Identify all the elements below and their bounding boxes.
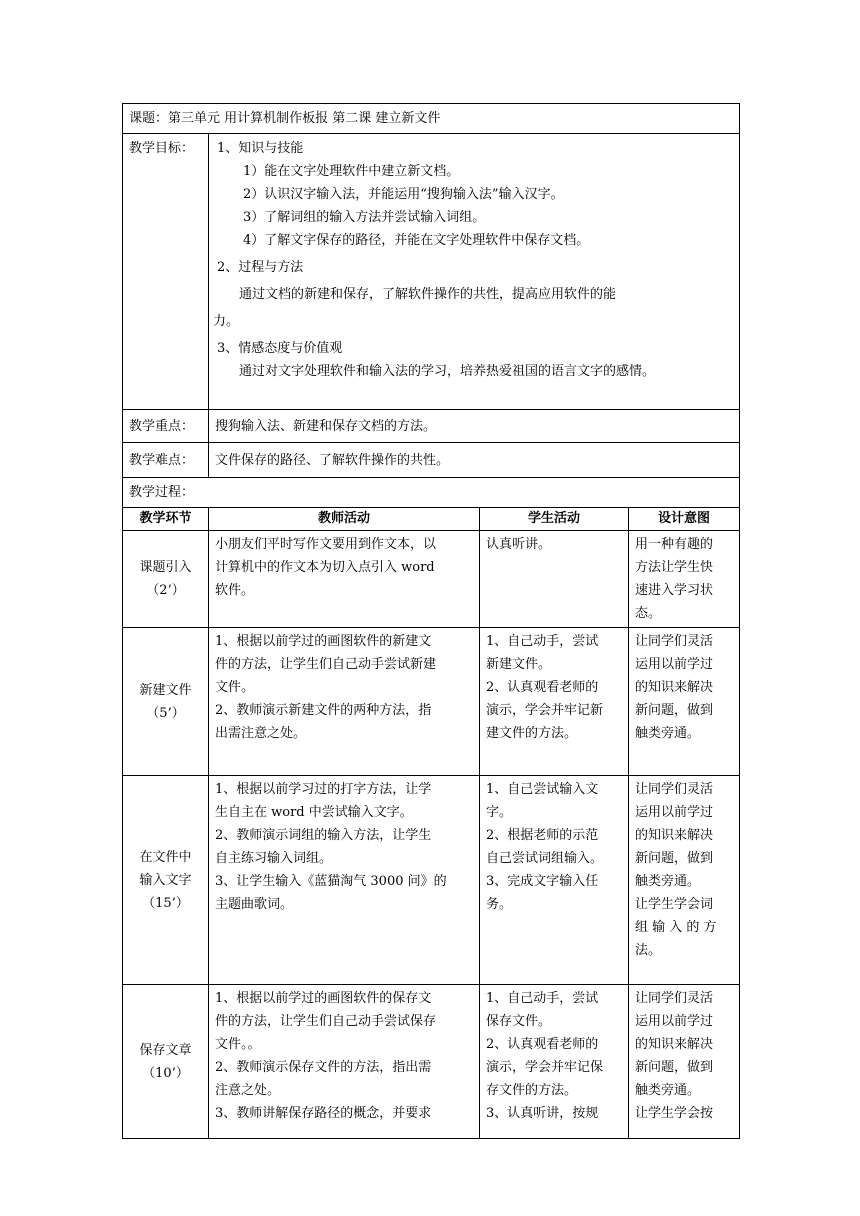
student-line: 1、自己动手，尝试 bbox=[486, 634, 599, 649]
objectives-label: 教学目标： bbox=[123, 134, 209, 410]
teacher-line: 2、教师演示词组的输入方法，让学生 bbox=[215, 828, 432, 843]
teacher-line: 件的方法，让学生们自己动手尝试新建 bbox=[215, 657, 437, 672]
student-line: 2、根据老师的示范 bbox=[486, 828, 599, 843]
intent-cell bbox=[629, 985, 740, 1139]
teacher-line: 自主练习输入词组。 bbox=[215, 851, 333, 866]
teacher-line: 主题曲歌词。 bbox=[215, 897, 294, 912]
difficulties-value: 文件保存的路径、了解软件操作的共性。 bbox=[209, 443, 740, 478]
objective-text: 通过对文字处理软件和输入法的学习，培养热爱祖国的语言文字的感情。 bbox=[239, 364, 656, 379]
teacher-line: 1、根据以前学过的画图软件的保存文 bbox=[215, 991, 432, 1006]
student-line: 存文件的方法。 bbox=[486, 1083, 578, 1098]
stage-line: 课题引入 bbox=[139, 560, 192, 575]
intent-cell bbox=[629, 628, 740, 776]
stage-line: 在文件中 bbox=[139, 849, 192, 865]
objective-item: 2）认识汉字输入法，并能运用“搜狗输入法”输入汉字。 bbox=[243, 187, 564, 202]
key-points-value: 搜狗输入法、新建和保存文档的方法。 bbox=[209, 410, 740, 443]
intent-line: 让同学们灵活 bbox=[635, 634, 714, 649]
intent-cell bbox=[629, 776, 740, 985]
student-line: 演示，学会并牢记新 bbox=[486, 703, 604, 718]
objective-text: 力。 bbox=[213, 314, 240, 329]
table-row bbox=[123, 531, 740, 628]
student-line: 字。 bbox=[486, 805, 513, 820]
teacher-line: 1、根据以前学过的画图软件的新建文 bbox=[215, 634, 432, 649]
intent-line: 新问题，做到 bbox=[635, 851, 714, 866]
intent-line: 触类旁通。 bbox=[635, 874, 701, 889]
student-line: 3、认真听讲，按规 bbox=[486, 1106, 599, 1121]
objective-item: 1）能在文字处理软件中建立新文档。 bbox=[243, 164, 460, 179]
teacher-line: 文件。。 bbox=[215, 1037, 261, 1052]
student-line: 2、认真观看老师的 bbox=[486, 1037, 599, 1052]
stage-cell bbox=[123, 985, 209, 1139]
student-line: 建文件的方法。 bbox=[486, 726, 578, 741]
header-student: 学生活动 bbox=[480, 508, 629, 531]
teacher-line: 计算机中的作文本为切入点引入 word bbox=[215, 560, 435, 575]
intent-line: 运用以前学过 bbox=[635, 1014, 714, 1029]
student-cell bbox=[480, 985, 629, 1139]
objective-text: 通过文档的新建和保存，了解软件操作的共性，提高应用软件的能 bbox=[239, 287, 617, 302]
student-line: 认真听讲。 bbox=[486, 537, 552, 552]
stage-cell bbox=[123, 628, 209, 776]
objective-item: 4）了解文字保存的路径，并能在文字处理软件中保存文档。 bbox=[243, 233, 590, 248]
student-line: 2、认真观看老师的 bbox=[486, 680, 599, 695]
intent-line: 的知识来解决 bbox=[635, 1037, 714, 1052]
intent-line: 触类旁通。 bbox=[635, 1083, 701, 1098]
process-label: 教学过程： bbox=[123, 478, 740, 508]
objective-section-title: 3、情感态度与价值观 bbox=[217, 341, 343, 356]
intent-line: 运用以前学过 bbox=[635, 657, 714, 672]
intent-line: 新问题，做到 bbox=[635, 703, 714, 718]
teacher-cell bbox=[209, 531, 480, 628]
intent-line: 态。 bbox=[635, 606, 662, 621]
teacher-cell bbox=[209, 985, 480, 1139]
stage-line: （10’） bbox=[142, 1065, 189, 1081]
teacher-line: 3、教师讲解保存路径的概念，并要求 bbox=[215, 1106, 432, 1121]
key-points-label: 教学重点： bbox=[123, 410, 209, 443]
teacher-line: 小朋友们平时写作文要用到作文本，以 bbox=[215, 537, 437, 552]
student-cell bbox=[480, 776, 629, 985]
intent-line: 让学生学会词 bbox=[635, 897, 714, 912]
difficulties-label: 教学难点： bbox=[123, 443, 209, 478]
student-line: 1、自己动手，尝试 bbox=[486, 991, 599, 1006]
stage-cell bbox=[123, 531, 209, 628]
intent-line: 方法让学生快 bbox=[635, 560, 714, 575]
intent-line: 用一种有趣的 bbox=[635, 537, 714, 552]
intent-line: 的知识来解决 bbox=[635, 680, 714, 695]
student-cell bbox=[480, 628, 629, 776]
intent-line: 运用以前学过 bbox=[635, 805, 714, 820]
header-stage: 教学环节 bbox=[123, 508, 209, 531]
intent-line: 新问题，做到 bbox=[635, 1060, 714, 1075]
teacher-line: 1、根据以前学习过的打字方法，让学 bbox=[215, 782, 432, 797]
lesson-title: 课题：第三单元 用计算机制作板报 第二课 建立新文件 bbox=[123, 104, 740, 134]
teacher-line: 出需注意之处。 bbox=[215, 726, 307, 741]
lesson-plan bbox=[122, 103, 739, 1139]
stage-line: 输入文字 bbox=[139, 872, 192, 888]
intent-line: 法。 bbox=[635, 943, 662, 958]
stage-line: （2’） bbox=[146, 583, 185, 598]
stage-line: 新建文件 bbox=[139, 682, 192, 698]
teacher-line: 2、教师演示新建文件的两种方法，指 bbox=[215, 703, 432, 718]
teacher-line: 2、教师演示保存文件的方法，指出需 bbox=[215, 1060, 432, 1075]
student-line: 自己尝试词组输入。 bbox=[486, 851, 604, 866]
stage-cell bbox=[123, 776, 209, 985]
intent-line: 的知识来解决 bbox=[635, 828, 714, 843]
teacher-line: 软件。 bbox=[215, 583, 255, 598]
intent-line: 触类旁通。 bbox=[635, 726, 701, 741]
student-cell bbox=[480, 531, 629, 628]
student-line: 1、自己尝试输入文 bbox=[486, 782, 599, 797]
objective-section-title: 1、知识与技能 bbox=[217, 141, 304, 156]
intent-line: 让学生学会按 bbox=[635, 1106, 714, 1121]
intent-cell bbox=[629, 531, 740, 628]
student-line: 3、完成文字输入任 bbox=[486, 874, 599, 889]
stage-line: 保存文章 bbox=[139, 1042, 192, 1058]
table-row bbox=[123, 776, 740, 985]
teacher-line: 件的方法，让学生们自己动手尝试保存 bbox=[215, 1014, 437, 1029]
intent-line: 组 输 入 的 方 bbox=[635, 920, 717, 935]
intent-line: 速进入学习状 bbox=[635, 583, 714, 598]
lesson-table bbox=[122, 103, 740, 1139]
objective-item: 3）了解词组的输入方法并尝试输入词组。 bbox=[243, 210, 486, 225]
stage-line: （5’） bbox=[146, 705, 185, 721]
teacher-line: 注意之处。 bbox=[215, 1083, 281, 1098]
student-line: 保存文件。 bbox=[486, 1014, 552, 1029]
objectives-content bbox=[209, 134, 740, 410]
student-line: 新建文件。 bbox=[486, 657, 552, 672]
stage-line: （15’） bbox=[142, 895, 189, 911]
teacher-cell bbox=[209, 776, 480, 985]
teacher-line: 3、让学生输入《蓝猫淘气 3000 问》的 bbox=[215, 874, 447, 889]
intent-line: 让同学们灵活 bbox=[635, 782, 714, 797]
objective-section-title: 2、过程与方法 bbox=[217, 260, 304, 275]
teacher-line: 生自主在 word 中尝试输入文字。 bbox=[215, 805, 413, 820]
student-line: 演示，学会并牢记保 bbox=[486, 1060, 604, 1075]
header-intent: 设计意图 bbox=[629, 508, 740, 531]
teacher-cell bbox=[209, 628, 480, 776]
header-teacher: 教师活动 bbox=[209, 508, 480, 531]
table-row bbox=[123, 628, 740, 776]
intent-line: 让同学们灵活 bbox=[635, 991, 714, 1006]
teacher-line: 文件。 bbox=[215, 680, 255, 695]
student-line: 务。 bbox=[486, 897, 513, 912]
table-row bbox=[123, 985, 740, 1139]
